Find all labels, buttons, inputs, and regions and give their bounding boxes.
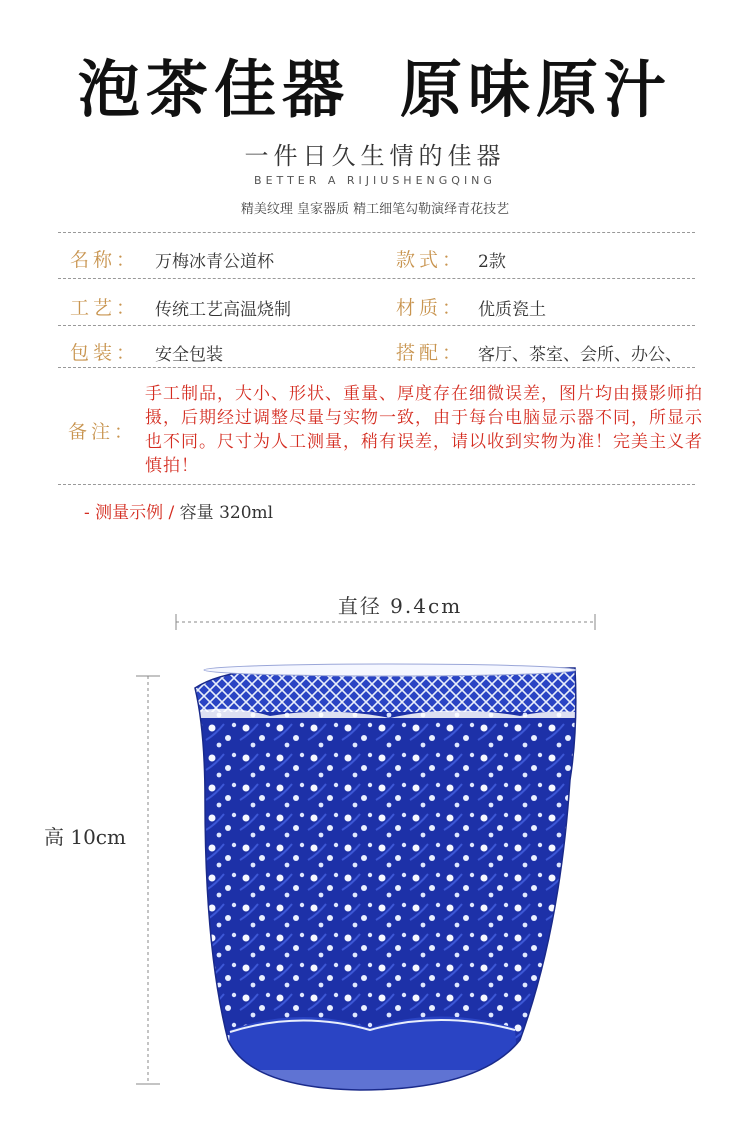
tagline: 精美纹理 皇家器质 精工细笔勾勒演绎青花技艺 bbox=[240, 202, 510, 217]
width-dimension-line bbox=[176, 614, 595, 630]
match-label: 搭配： bbox=[396, 342, 466, 364]
package-label: 包装： bbox=[70, 342, 140, 364]
divider bbox=[58, 278, 695, 279]
spec-row-name bbox=[58, 245, 718, 285]
divider bbox=[58, 484, 695, 485]
measure-prefix: - 测量示例 / bbox=[84, 503, 175, 523]
pitcher-illustration bbox=[0, 600, 750, 1132]
divider bbox=[58, 367, 695, 368]
spec-row-package bbox=[58, 338, 718, 378]
craft-value: 传统工艺高温烧制 bbox=[155, 300, 291, 320]
name-label: 名称： bbox=[70, 249, 140, 271]
match-value: 客厅、茶室、会所、办公、 bbox=[478, 345, 682, 365]
headline-left: 泡茶佳器 bbox=[77, 53, 350, 126]
height-dimension-line bbox=[136, 676, 160, 1084]
style-value: 2款 bbox=[478, 252, 506, 272]
pitcher bbox=[190, 660, 590, 1100]
note-label: 备注： bbox=[68, 421, 138, 443]
divider bbox=[58, 232, 695, 233]
height-dimension: 高 10cm bbox=[44, 825, 126, 849]
craft-label: 工艺： bbox=[70, 297, 140, 319]
divider bbox=[58, 325, 695, 326]
headline bbox=[0, 40, 750, 129]
style-label: 款式： bbox=[396, 249, 466, 271]
subtitle: 一件日久生情的佳器 bbox=[244, 142, 506, 170]
package-value: 安全包装 bbox=[155, 345, 223, 365]
measure-example bbox=[84, 498, 273, 523]
spec-row-craft bbox=[58, 293, 718, 333]
name-value: 万梅冰青公道杯 bbox=[155, 252, 274, 272]
width-dimension: 直径 9.4cm bbox=[337, 594, 463, 618]
note-text: 手工制品，大小、形状、重量、厚度存在细微误差，图片均由摄影师拍摄，后期经过调整尽量与实物一致，由于每台电脑显示器不同，所显示也不同。尺寸为人工测量，稍有误差，请以收到实物为准！完美主义者慎拍！ bbox=[145, 384, 703, 476]
material-label: 材质： bbox=[396, 297, 466, 319]
headline-right: 原味原汁 bbox=[400, 53, 673, 126]
capacity: 容量 320ml bbox=[174, 503, 274, 523]
material-value: 优质瓷土 bbox=[478, 300, 546, 320]
english-subtitle: BETTER A RIJIUSHENGQING bbox=[254, 174, 496, 187]
